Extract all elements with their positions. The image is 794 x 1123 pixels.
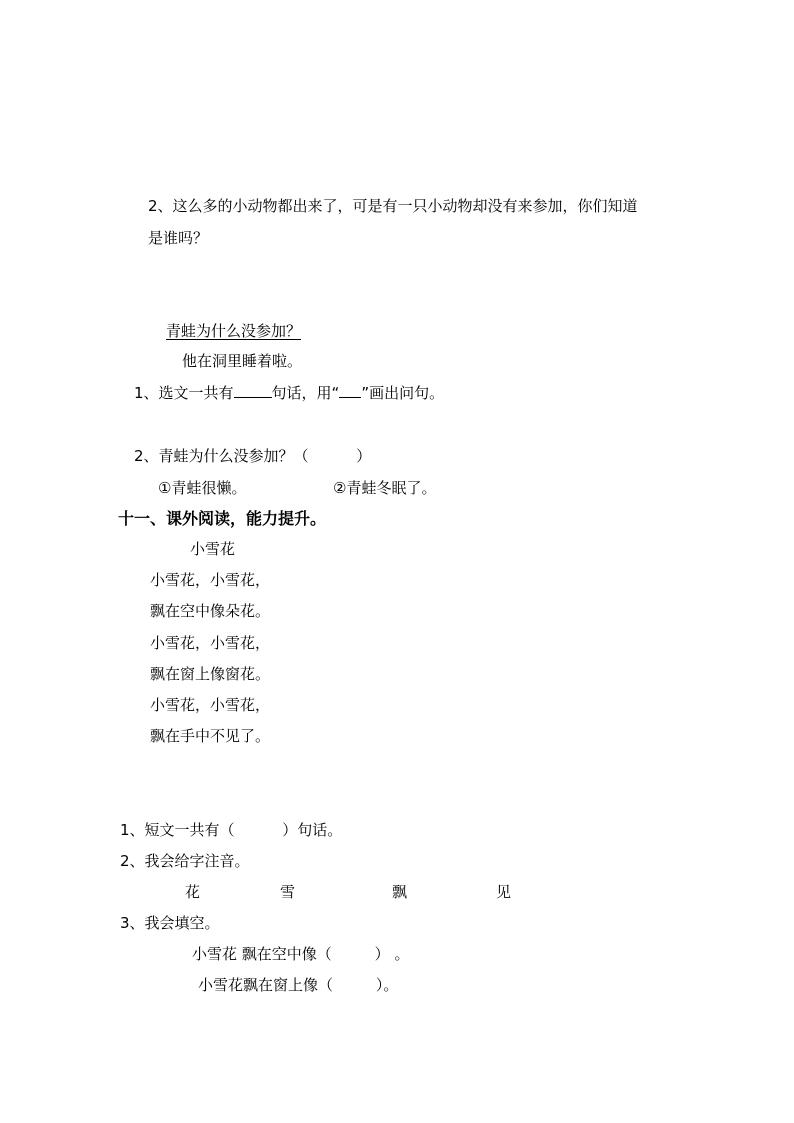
poem-line-1: 小雪花，小雪花， [150, 571, 271, 589]
poem-line-5: 小雪花，小雪花， [150, 696, 271, 714]
underline-mark-blank [339, 383, 361, 398]
option-2: ②青蛙冬眠了。 [333, 479, 437, 497]
option-1: ①青蛙很懒。 [158, 479, 247, 497]
q2-intro-line1: 2、这么多的小动物都出来了，可是有一只小动物却没有来参加，你们知道 [148, 197, 638, 215]
fill-blank-2: 小雪花飘在窗上像（ ）。 [198, 976, 399, 994]
pinyin-char-3: 飘 [392, 883, 408, 901]
fill-blank-1: 小雪花 飘在空中像（ ） 。 [192, 945, 410, 963]
pinyin-char-1: 花 [185, 883, 201, 901]
exercise-b-question-1: 1、短文一共有（ ）句话。 [120, 821, 343, 839]
exercise-a-question-2: 2、青蛙为什么没参加？（ ） [134, 447, 372, 465]
section-heading: 十一、课外阅读，能力提升。 [118, 509, 327, 528]
poem-title: 小雪花 [190, 540, 236, 558]
q2-intro-line2: 是谁吗？ [148, 229, 209, 247]
exercise-a-question-1 [134, 383, 444, 403]
exercise-b-question-2: 2、我会给字注音。 [120, 852, 250, 870]
poem-line-4: 飘在窗上像窗花。 [150, 665, 271, 683]
dialog-question: 青蛙为什么没参加？ [166, 322, 302, 340]
poem-line-6: 飘在手中不见了。 [150, 727, 271, 745]
pinyin-char-4: 见 [496, 883, 512, 901]
pinyin-char-2: 雪 [280, 883, 296, 901]
q1-pre-text: 1、选文一共有 [134, 384, 234, 402]
poem-line-2: 飘在空中像朵花。 [150, 602, 271, 620]
poem-line-3: 小雪花，小雪花， [150, 634, 271, 652]
dialog-answer: 他在洞里睡着啦。 [182, 352, 303, 370]
exercise-b-question-3: 3、我会填空。 [120, 914, 220, 932]
q1-post-text: ”画出问句。 [361, 384, 445, 402]
q1-mid-text: 句话，用“ [271, 384, 340, 402]
sentence-count-blank[interactable] [234, 383, 272, 398]
